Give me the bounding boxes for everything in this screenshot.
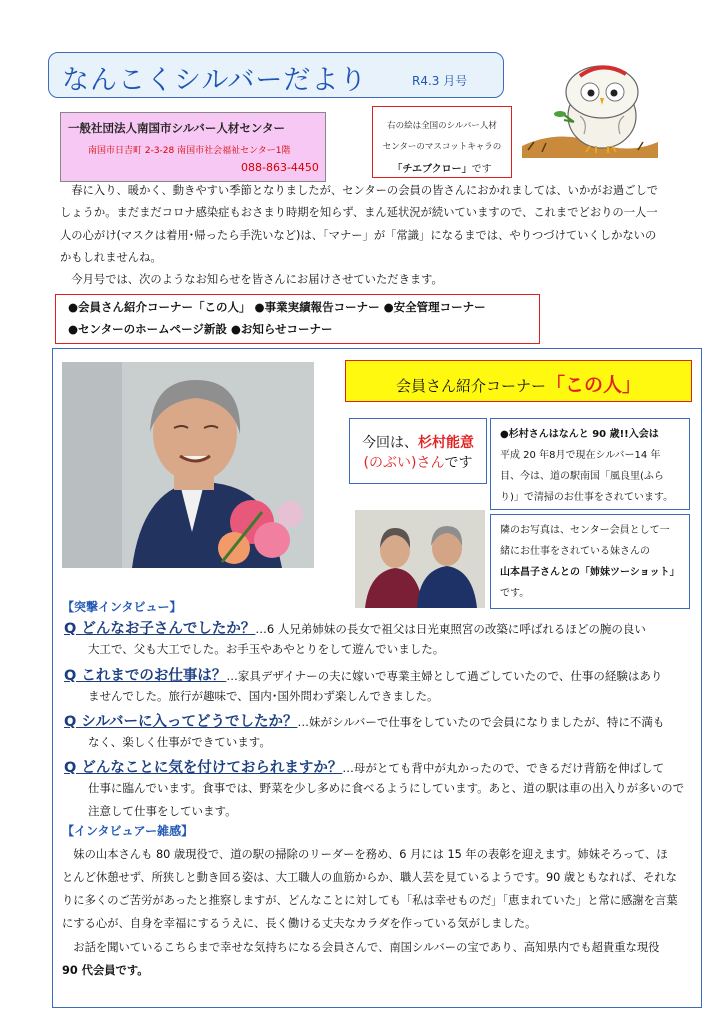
member-name-line1 xyxy=(349,432,487,452)
corner-title-name: 「この人」 xyxy=(546,374,642,396)
organization-name: 一般社団法人南国市シルバー人材センター xyxy=(68,121,285,135)
intro-line: 人の心がけ(マスクは着用･帰ったら手洗いなど)は、「マナー」が「常識」になるまでは、やりつづけていくしかないの xyxy=(60,229,657,242)
corner-title-prefix: 会員さん紹介コーナー xyxy=(395,377,546,395)
intro-line: かもしれませんね。 xyxy=(60,251,162,264)
topics-line1: ●会員さん紹介コーナー「この人」 ●事業実績報告コーナー ●安全管理コーナー xyxy=(68,300,486,314)
member-info-line: ●杉村さんはなんと 90 歳!!入会は xyxy=(500,429,659,440)
member-info-line: 目、今は、道の駅南国「風良里(ふら xyxy=(500,471,664,482)
sister-note-line: です。 xyxy=(500,588,530,599)
issue-label: R4.3 月号 xyxy=(412,74,468,88)
afterword-line: 90 代会員です。 xyxy=(62,964,149,977)
afterword-line: りに多くのご苦労があったと推察しますが、どんなことに対しても「私は幸せものだ」「恵まれていた」と常に感謝を言葉 xyxy=(62,894,678,907)
question-text: Q どんなお子さんでしたか？ xyxy=(64,621,256,637)
question-text: Q これまでのお仕事は？ xyxy=(64,668,227,684)
sister-note-line: 山本昌子さんとの「姉妹ツーショット」 xyxy=(500,567,680,578)
mascot-owl-icon xyxy=(520,58,660,158)
member-portrait-photo xyxy=(62,362,314,568)
afterword-line: とんど休憩せず、所狭しと動き回る姿は、大工職人の血筋からか、職人芸を見ているようです。90 歳ともなれば、それな xyxy=(62,871,677,884)
organization-address: 南国市日吉町 2-3-28 南国市社会福祉センター1階 xyxy=(88,146,291,156)
mascot-note-line3 xyxy=(376,160,508,175)
corner-title xyxy=(345,370,692,397)
afterword-line: お話を聞いているこちらまで幸せな気持ちになる会員さんで、南国シルバーの宝であり、高知県内でも超貴重な現役 xyxy=(62,941,660,954)
mascot-note-line1: 右の絵は全国のシルバー人材 xyxy=(387,121,497,131)
answer-continued: 注意して仕事をしています。 xyxy=(88,804,237,818)
sister-note-line: 隣のお写真は、センター会員として一 xyxy=(500,525,670,536)
sister-note-line: 緒にお仕事をされている妹さんの xyxy=(500,546,650,557)
mascot-suffix: です xyxy=(471,164,492,175)
afterword-heading: 【インタビュアー雑感】 xyxy=(62,824,194,838)
answer-continued: 仕事に臨んでいます。食事では、野菜を少し多めに食べるようにしています。あと、道の駅は車の出入りが多いので xyxy=(88,781,685,795)
member-name-prefix: 今回は、 xyxy=(362,435,418,451)
member-name: 杉村能意 xyxy=(418,435,474,451)
afterword-line: にする心が、自身を幸福にするうえに、長く働ける丈夫なカラダを作っている気がしました。 xyxy=(62,917,537,930)
topics-line2: ●センターのホームページ新設 ●お知らせコーナー xyxy=(68,322,333,336)
member-name-suffix: です xyxy=(444,455,473,471)
member-name-line2 xyxy=(349,452,487,472)
answer-text: …母がとても背中が丸かったので、できるだけ背筋を伸ばして xyxy=(342,761,665,775)
intro-line: 今月号では、次のようなお知らせを皆さんにお届けさせていただきます。 xyxy=(60,273,443,286)
interview-heading: 【突撃インタビュー】 xyxy=(62,600,182,614)
member-name-reading: (のぶい)さん xyxy=(363,455,445,471)
afterword-line: 妹の山本さんも 80 歳現役で、道の駅の掃除のリーダーを務め、6 月には 15 年の表彰を迎えます。姉妹そろって、ほ xyxy=(62,848,668,861)
answer-continued: 大工で、父も大工でした。お手玉やあやとりをして遊んでいました。 xyxy=(88,642,445,656)
answer-text: …6 人兄弟姉妹の長女で祖父は日光東照宮の改築に呼ばれるほどの腕の良い xyxy=(255,622,646,636)
member-info-line: 平成 20 年8月で現在シルバー14 年 xyxy=(500,450,661,461)
interview-question xyxy=(64,664,662,685)
answer-continued: なく、楽しく仕事ができています。 xyxy=(88,735,271,749)
question-text: Q どんなことに気を付けておられますか？ xyxy=(64,760,343,776)
organization-phone[interactable]: 088-863-4450 xyxy=(241,161,319,174)
newsletter-title: なんこくシルバーだより xyxy=(62,65,368,96)
interview-question xyxy=(64,617,646,638)
interview-question xyxy=(64,756,664,777)
intro-line: 春に入り、暖かく、動きやすい季節となりましたが、センターの会員の皆さんにおかれましては、いかがお過ごしで xyxy=(60,184,659,197)
answer-text: …家具デザイナーの夫に嫁いで専業主婦として過ごしていたので、仕事の経験はあり xyxy=(226,669,663,683)
interview-question xyxy=(64,710,664,731)
answer-continued: ませんでした。旅行が趣味で、国内･国外問わず楽しんできました。 xyxy=(88,689,439,703)
question-text: Q シルバーに入ってどうでしたか？ xyxy=(64,714,298,730)
answer-text: …妹がシルバーで仕事をしていたので会員になりましたが、特に不満も xyxy=(297,715,665,729)
member-info-line: り)」で清掃のお仕事をされています。 xyxy=(500,492,674,503)
intro-line: しょうか。まだまだコロナ感染症もおさまり時期を知らず、まん延状況が続いていますので、これまでどおりの一人一 xyxy=(60,206,658,219)
mascot-note-line2: センターのマスコットキャラの xyxy=(382,142,502,152)
mascot-name: 「チエブクロー」 xyxy=(392,164,472,175)
sisters-photo xyxy=(355,510,485,608)
